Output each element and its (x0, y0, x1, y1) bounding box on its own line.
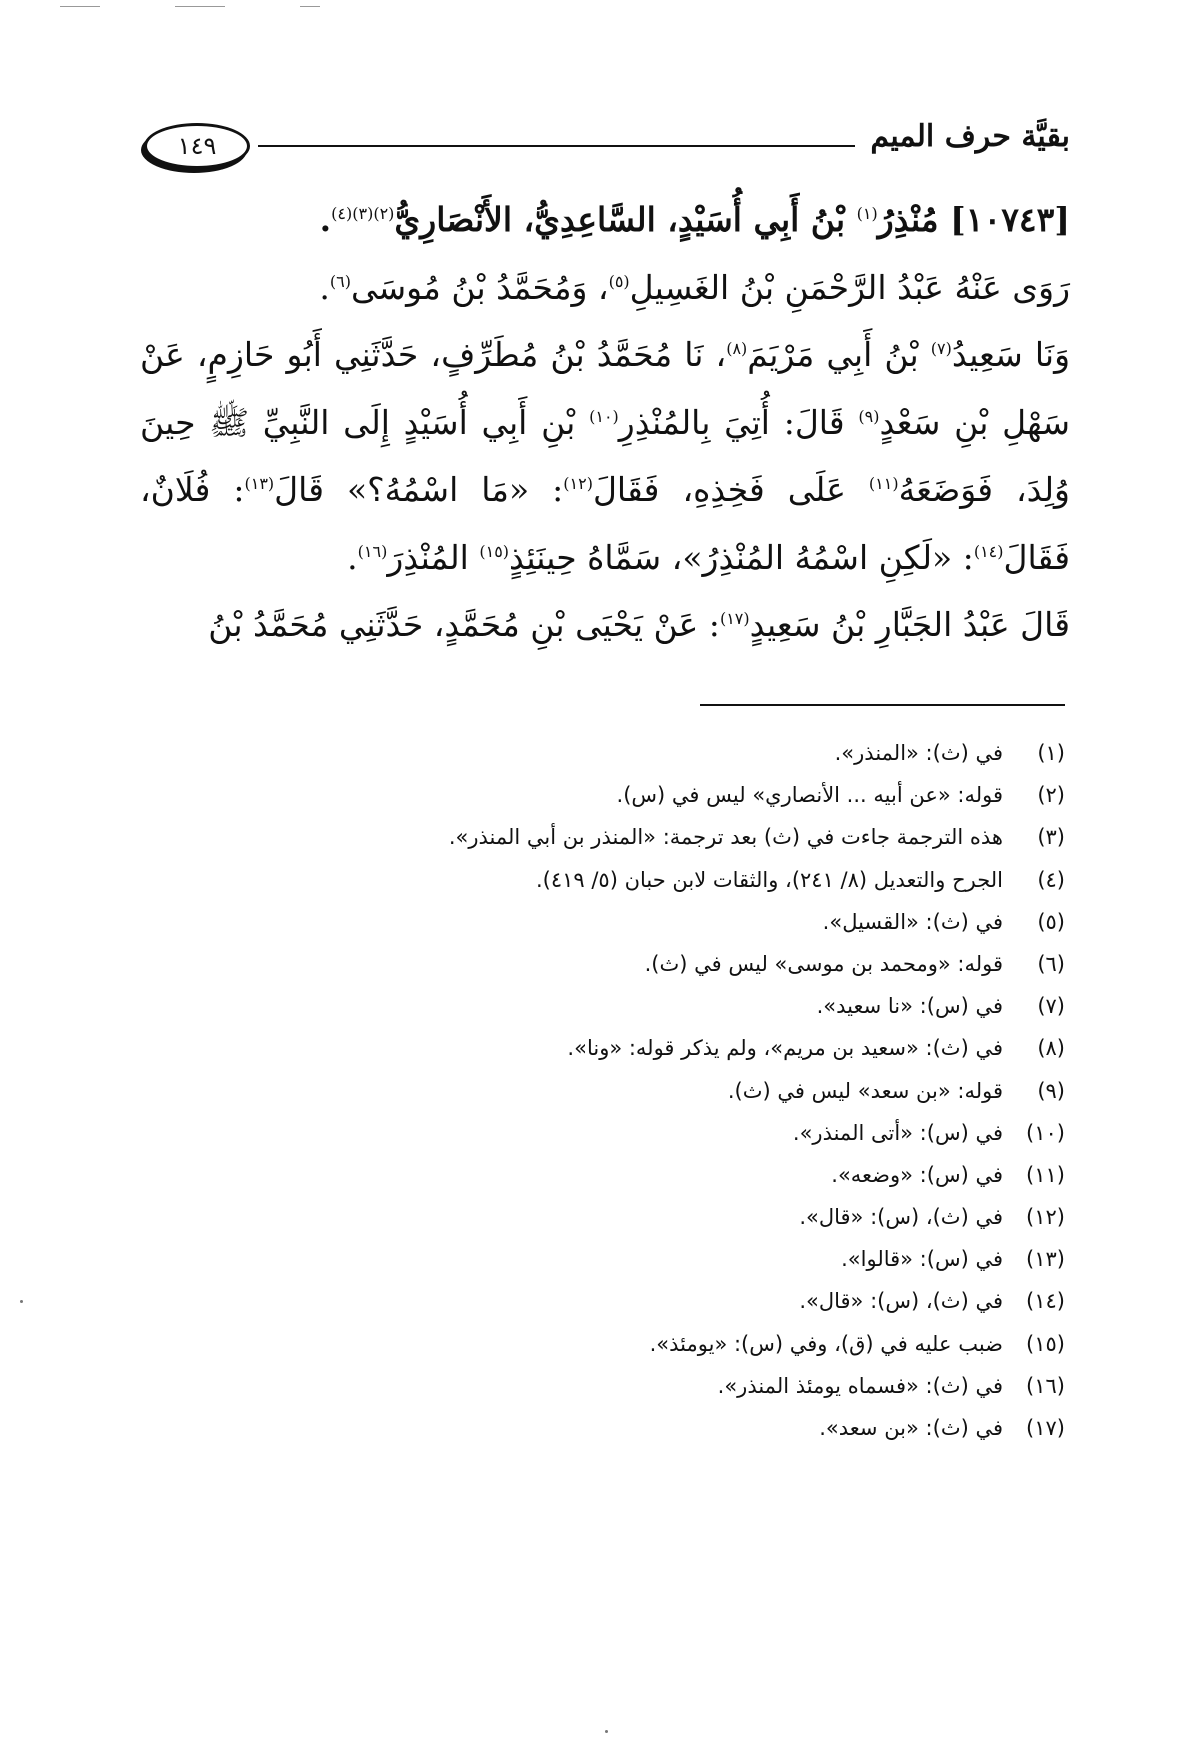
footnote-item (140, 1196, 1065, 1238)
footnote-marker: (١١) (868, 474, 899, 493)
footnote-number: (٧) (1037, 994, 1065, 1019)
scan-edge-line (175, 6, 225, 7)
footnote-marker: (٥) (608, 271, 630, 291)
footnote-marker: (٦) (329, 271, 351, 291)
text-run: ، وَمُحَمَّدُ بْنُ مُوسَى (350, 267, 609, 307)
footnote-item (140, 859, 1065, 901)
footnote-marker: (١) (856, 204, 878, 223)
footnote-item (140, 1323, 1065, 1365)
footnote-text: قوله: «بن سعد» ليس في (ث). (727, 1078, 1003, 1103)
footnote-marker: (١٢) (563, 474, 593, 493)
entry-number: [١٠٧٤٣] (950, 200, 1070, 239)
scan-edge-line (300, 6, 320, 7)
footnote-number: (١٢) (1026, 1205, 1065, 1230)
footnote-number: (١٦) (1026, 1373, 1065, 1398)
narrators-line: رَوَى عَنْهُ عَبْدُ الرَّحْمَنِ بْنُ الغَسِيلِ$^{(٥)}$، وَمُحَمَّدُ بْنُ مُوسَى$^{(٦)}$. (319, 267, 1070, 307)
footnote-number: (١٤) (1026, 1289, 1065, 1314)
footnote-text: في (س): «وضعه». (831, 1162, 1003, 1187)
running-title: بقيَّة حرف الميم (870, 119, 1070, 154)
footnote-text: الجرح والتعديل (٨/ ٢٤١)، والثقات لابن حبان (٥/ ٤١٩). (535, 867, 1003, 892)
footnote-item (140, 943, 1065, 985)
footnote-number: (٨) (1037, 1036, 1065, 1061)
footnotes-list (140, 732, 1065, 1449)
footnote-item (140, 816, 1065, 858)
footnote-number: (١١) (1026, 1162, 1065, 1187)
text-run: بْنِ أَبِي أُسَيْدٍ إِلَى النَّبِيِّ ﷺ حِينَ وُلِدَ، فَوَضَعَهُ (140, 402, 1070, 509)
footnote-marker: (٨) (726, 339, 748, 358)
footnote-number: (٢) (1037, 783, 1065, 808)
text-run: قَالَ عَبْدُ الجَبَّارِ بْنُ سَعِيدٍ (749, 605, 1070, 644)
footnote-text: في (ث)، (س): «قال». (799, 1289, 1003, 1314)
footnote-item (140, 901, 1065, 943)
footnote-marker: (١٦) (357, 541, 388, 561)
footnote-separator (700, 704, 1065, 706)
footnote-number: (١٧) (1026, 1416, 1065, 1440)
footnote-text: في (ث): «فسماه يومئذ المنذر». (717, 1373, 1003, 1398)
text-run: قَالَ: أُتِيَ بِالمُنْذِرِ (618, 402, 845, 442)
footnote-number: (١٣) (1026, 1247, 1065, 1272)
header-rule (258, 145, 855, 147)
footnote-text: في (س): «أتى المنذر». (792, 1120, 1003, 1145)
main-text (140, 186, 1070, 659)
footnote-number: (١) (1037, 741, 1065, 765)
text-run: : «لَكِنِ اسْمُهُ المُنْذِرُ»، سَمَّاهُ حِينَئِذٍ (509, 537, 974, 577)
next-paragraph (140, 591, 1070, 659)
footnote-marker: (١٧) (719, 609, 750, 628)
footnote-item (140, 1238, 1065, 1280)
entry-name-continued: بْنُ أَبِي أُسَيْدٍ، السَّاعِدِيُّ، الأَنْصَارِيُّ (394, 200, 846, 239)
footnote-item (140, 1280, 1065, 1322)
text-run: رَوَى عَنْهُ عَبْدُ الرَّحْمَنِ بْنُ الغَسِيلِ (629, 267, 1070, 307)
text-run: المُنْذِرَ (387, 537, 469, 577)
footnote-number: (٦) (1037, 951, 1065, 976)
footnote-item (140, 1365, 1065, 1407)
text-run: : «مَا اسْمُهُ؟» قَالَ (274, 470, 564, 509)
footnote-item (140, 1070, 1065, 1112)
footnote-item (140, 1154, 1065, 1196)
footnote-marker: (١٣) (244, 474, 275, 493)
footnote-text: في (ث): «المنذر». (834, 741, 1003, 765)
footnote-text: في (ث): «بن سعد». (819, 1416, 1003, 1440)
footnote-item (140, 1112, 1065, 1154)
text-run: ، نَا مُحَمَّدُ بْنُ مُطَرِّفٍ، حَدَّثَنِي أَبُو حَازِمٍ، عَنْ سَهْلِ بْنِ سَعْدٍ (140, 335, 1070, 442)
footnote-item (140, 1407, 1065, 1449)
page-number: ١٤٩ (144, 123, 250, 169)
text-run: : عَنْ يَحْيَى بْنِ مُحَمَّدٍ، حَدَّثَنِي مُحَمَّدُ بْنُ (208, 605, 720, 644)
footnote-text: في (ث): «القسيل». (822, 909, 1003, 934)
scan-edge-line (60, 6, 100, 7)
footnote-text: هذه الترجمة جاءت في (ث) بعد ترجمة: «المنذر بن أبي المنذر». (448, 825, 1003, 850)
footnote-item (140, 732, 1065, 774)
footnote-text: قوله: «ومحمد بن موسى» ليس في (ث). (644, 951, 1003, 976)
footnote-text: في (ث): «سعيد بن مريم»، ولم يذكر قوله: «ونا». (567, 1036, 1003, 1061)
footnote-number: (٤) (1037, 867, 1065, 892)
footnote-text: ضبب عليه في (ق)، وفي (س): «يومئذ». (649, 1331, 1003, 1356)
footnote-number: (٥) (1037, 909, 1065, 934)
scan-speck (20, 1300, 23, 1303)
text-run: : فُلَانٌ، فَقَالَ (140, 470, 1070, 577)
footnote-number: (٩) (1037, 1078, 1065, 1103)
footnote-text: في (س): «نا سعيد». (816, 994, 1003, 1019)
page-number-badge (140, 123, 252, 167)
page-header (140, 115, 1070, 175)
footnote-item (140, 774, 1065, 816)
footnote-number: (١٠) (1026, 1120, 1065, 1145)
footnote-number: (٣) (1037, 825, 1065, 850)
footnote-marker: (١٤) (973, 541, 1004, 561)
footnote-text: في (س): «قالوا». (841, 1247, 1003, 1272)
footnote-text: في (ث)، (س): «قال». (799, 1205, 1003, 1230)
text-run: وَنَا سَعِيدُ (951, 335, 1071, 374)
footnote-marker: (٩) (858, 406, 880, 426)
scan-speck (605, 1730, 608, 1733)
footnote-marker: (١٥) (479, 541, 510, 561)
footnote-marker: (١٠) (589, 406, 619, 426)
footnote-number: (١٥) (1026, 1331, 1065, 1356)
footnote-marker: (٢)(٣)(٤) (331, 204, 395, 223)
footnote-marker: (٧) (930, 339, 952, 358)
footnote-item (140, 1027, 1065, 1069)
hadith-paragraph: وَنَا سَعِيدُ$^{(٧)}$ بْنُ أَبِي مَرْيَمَ$^{(٨)}$، نَا مُحَمَّدُ بْنُ مُطَرِّفٍ، حَدَّثَنِي أَبُو حَازِمٍ، عَنْ سَهْلِ بْنِ سَعْدٍ$^{(٩)}$ قَالَ: أُتِيَ بِالمُنْذِرِ$^{(١٠)}$ بْنِ أَبِي أُسَيْدٍ إِلَى النَّبِيِّ ﷺ حِينَ وُلِدَ، فَوَضَعَهُ$^{(١١)}$ عَلَى فَخِذِهِ، فَقَالَ$^{(١٢)}$: «مَا اسْمُهُ؟» قَالَ$^{(١٣)}$: فُلَانٌ، فَقَالَ$^{(١٤)}$: «لَكِنِ اسْمُهُ المُنْذِرُ»، سَمَّاهُ حِينَئِذٍ$^{(١٥)}$ المُنْذِرَ$^{(١٦)}$. (140, 335, 1071, 577)
entry-name: مُنْذِرُ (877, 200, 939, 239)
entry-heading: [١٠٧٤٣] مُنْذِرُ$^{(١)}$ بْنُ أَبِي أُسَيْدٍ، السَّاعِدِيُّ، الأَنْصَارِيُّ$^{(٢)(٣)(٤)}$. (319, 200, 1070, 239)
text-run: بْنُ أَبِي مَرْيَمَ (747, 335, 919, 374)
text-run: عَلَى فَخِذِهِ، فَقَالَ (592, 470, 846, 509)
footnote-text: قوله: «عن أبيه ... الأنصاري» ليس في (س). (616, 783, 1003, 808)
footnote-item (140, 985, 1065, 1027)
